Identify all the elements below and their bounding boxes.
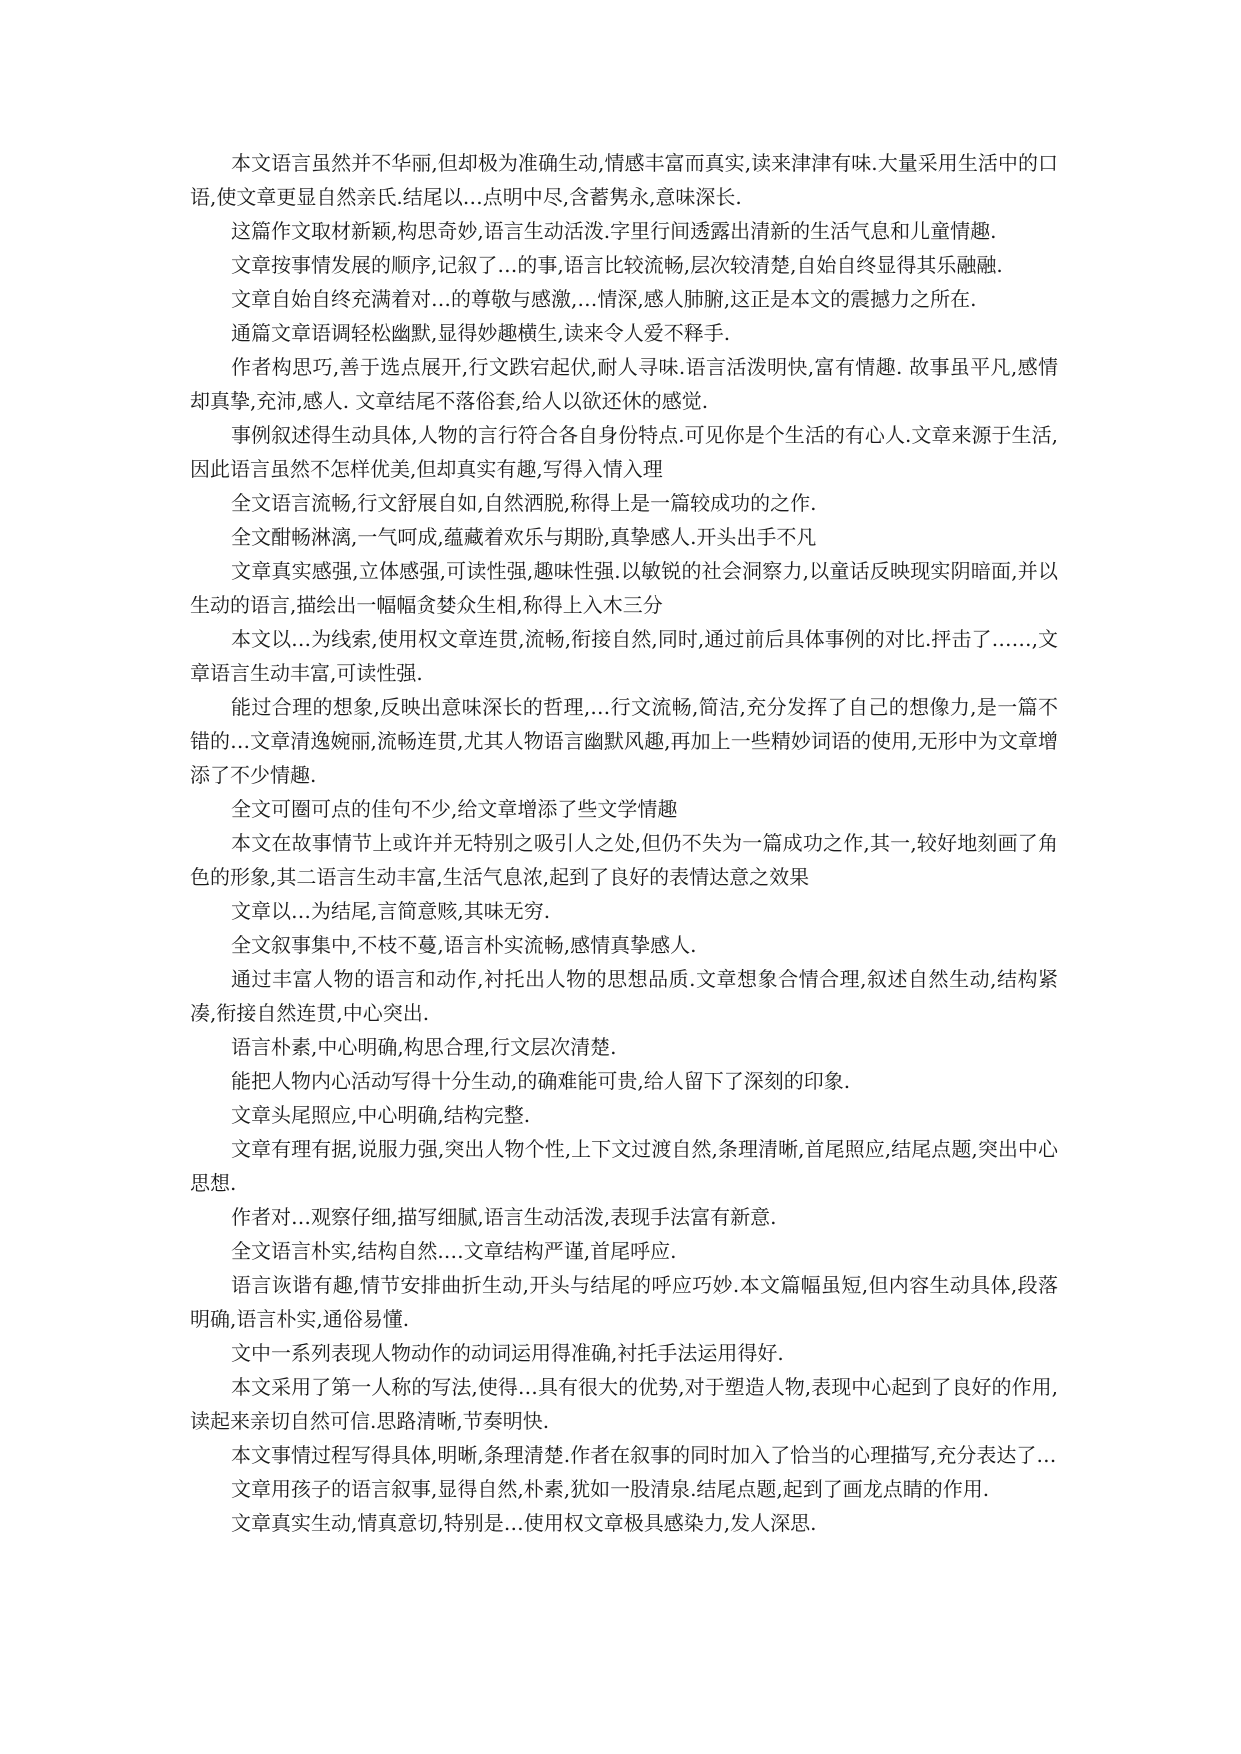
paragraph: 文章真实感强,立体感强,可读性强,趣味性强.以敏锐的社会洞察力,以童话反映现实阴暗面,并以生动的语言,描绘出一幅幅贪婪众生相,称得上入木三分	[190, 559, 1058, 617]
paragraph: 文章按事情发展的顺序,记叙了…的事,语言比较流畅,层次较清楚,自始自终显得其乐融融.	[231, 253, 1003, 277]
paragraph: 全文语言流畅,行文舒展自如,自然洒脱,称得上是一篇较成功的之作.	[231, 491, 817, 515]
paragraph: 作者对…观察仔细,描写细腻,语言生动活泼,表现手法富有新意.	[231, 1205, 777, 1229]
paragraph: 全文叙事集中,不枝不蔓,语言朴实流畅,感情真挚感人.	[231, 933, 697, 957]
paragraph: 能把人物内心活动写得十分生动,的确难能可贵,给人留下了深刻的印象.	[231, 1069, 851, 1093]
paragraph: 全文可圈可点的佳句不少,给文章增添了些文学情趣	[231, 797, 678, 821]
paragraph: 文章有理有据,说服力强,突出人物个性,上下文过渡自然,条理清晰,首尾照应,结尾点题,突出中心思想.	[190, 1137, 1058, 1195]
paragraph: 事例叙述得生动具体,人物的言行符合各自身份特点.可见你是个生活的有心人.文章来源于生活,因此语言虽然不怎样优美,但却真实有趣,写得入情入理	[190, 423, 1058, 481]
paragraph: 能过合理的想象,反映出意味深长的哲理,…行文流畅,简洁,充分发挥了自己的想像力,是一篇不错的…文章清逸婉丽,流畅连贯,尤其人物语言幽默风趣,再加上一些精妙词语的使用,无形中为文章增添了不少情趣.	[190, 695, 1058, 787]
paragraph: 文章用孩子的语言叙事,显得自然,朴素,犹如一股清泉.结尾点题,起到了画龙点睛的作用.	[231, 1477, 990, 1501]
paragraph: 本文在故事情节上或许并无特别之吸引人之处,但仍不失为一篇成功之作,其一,较好地刻画了角色的形象,其二语言生动丰富,生活气息浓,起到了良好的表情达意之效果	[190, 831, 1058, 889]
paragraph: 文中一系列表现人物动作的动词运用得准确,衬托手法运用得好.	[231, 1341, 784, 1365]
paragraph: 这篇作文取材新颖,构思奇妙,语言生动活泼.字里行间透露出清新的生活气息和儿童情趣.	[231, 219, 997, 243]
paragraph: 文章头尾照应,中心明确,结构完整.	[231, 1103, 531, 1127]
paragraph: 通过丰富人物的语言和动作,衬托出人物的思想品质.文章想象合情合理,叙述自然生动,结构紧凑,衔接自然连贯,中心突出.	[190, 967, 1058, 1025]
paragraph: 本文采用了第一人称的写法,使得…具有很大的优势,对于塑造人物,表现中心起到了良好的作用,读起来亲切自然可信.思路清晰,节奏明快.	[190, 1375, 1058, 1433]
paragraph: 文章真实生动,情真意切,特别是…使用权文章极具感染力,发人深思.	[231, 1511, 817, 1535]
paragraph: 语言朴素,中心明确,构思合理,行文层次清楚.	[231, 1035, 617, 1059]
paragraph: 本文以…为线索,使用权文章连贯,流畅,衔接自然,同时,通过前后具体事例的对比.抨击了……,文章语言生动丰富,可读性强.	[190, 627, 1058, 685]
paragraph: 本文语言虽然并不华丽,但却极为准确生动,情感丰富而真实,读来津津有味.大量采用生活中的口语,使文章更显自然亲氏.结尾以…点明中尽,含蓄隽永,意味深长.	[190, 151, 1058, 209]
document-body	[190, 146, 1058, 1540]
paragraph: 全文酣畅淋漓,一气呵成,蕴藏着欢乐与期盼,真挚感人.开头出手不凡	[231, 525, 817, 549]
paragraph: 文章自始自终充满着对…的尊敬与感激,…情深,感人肺腑,这正是本文的震撼力之所在.	[231, 287, 977, 311]
paragraph: 通篇文章语调轻松幽默,显得妙趣横生,读来令人爱不释手.	[231, 321, 731, 345]
paragraph: 语言诙谐有趣,情节安排曲折生动,开头与结尾的呼应巧妙.本文篇幅虽短,但内容生动具体,段落明确,语言朴实,通俗易懂.	[190, 1273, 1058, 1331]
paragraph: 全文语言朴实,结构自然.…文章结构严谨,首尾呼应.	[231, 1239, 677, 1263]
paragraph: 作者构思巧,善于选点展开,行文跌宕起伏,耐人寻味.语言活泼明快,富有情趣. 故事虽平凡,感情却真挚,充沛,感人. 文章结尾不落俗套,给人以欲还休的感觉.	[190, 355, 1058, 413]
paragraph: 本文事情过程写得具体,明晰,条理清楚.作者在叙事的同时加入了恰当的心理描写,充分表达了…	[231, 1443, 1057, 1467]
paragraph: 文章以…为结尾,言简意赅,其味无穷.	[231, 899, 551, 923]
